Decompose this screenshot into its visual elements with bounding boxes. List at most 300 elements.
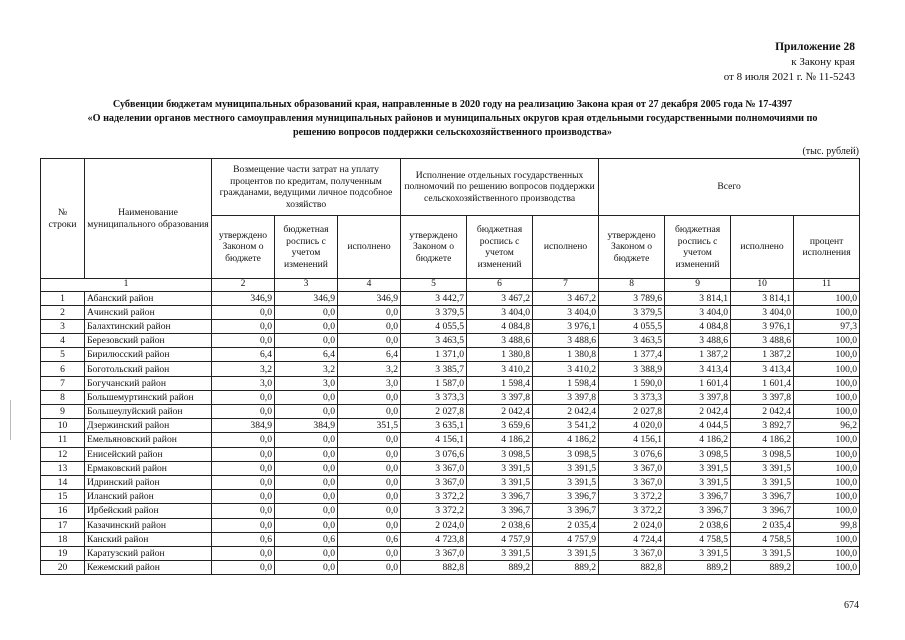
cell-row-number: 4 <box>41 334 85 348</box>
table-row <box>41 405 860 419</box>
cell-total-budget: 1 601,4 <box>665 376 731 390</box>
cell-interest-budget: 0,0 <box>275 305 338 319</box>
column-number-9: 9 <box>665 279 731 292</box>
cell-powers-approved: 2 027,8 <box>401 405 467 419</box>
cell-interest-budget: 0,0 <box>275 504 338 518</box>
cell-powers-budget: 3 467,2 <box>467 291 533 305</box>
cell-row-number: 5 <box>41 348 85 362</box>
cell-total-budget: 3 397,8 <box>665 390 731 404</box>
cell-total-executed: 889,2 <box>731 561 794 575</box>
document-title-line-2: «О наделении органов местного самоуправления муниципальных районов и муниципальных округов края отдельными государственными полномочиями по <box>87 113 818 124</box>
cell-interest-executed: 0,0 <box>338 475 401 489</box>
table-row <box>41 461 860 475</box>
cell-interest-executed: 0,0 <box>338 334 401 348</box>
cell-total-executed: 3 892,7 <box>731 419 794 433</box>
cell-row-number: 8 <box>41 390 85 404</box>
cell-powers-budget: 3 396,7 <box>467 504 533 518</box>
cell-execution-percent: 100,0 <box>794 504 860 518</box>
cell-execution-percent: 100,0 <box>794 561 860 575</box>
cell-interest-approved: 0,0 <box>212 390 275 404</box>
cell-total-approved: 3 367,0 <box>599 546 665 560</box>
cell-execution-percent: 100,0 <box>794 405 860 419</box>
cell-execution-percent: 100,0 <box>794 348 860 362</box>
cell-interest-executed: 0,0 <box>338 518 401 532</box>
cell-powers-budget: 3 098,5 <box>467 447 533 461</box>
header-group-total: Всего <box>599 159 860 216</box>
cell-total-approved: 3 388,9 <box>599 362 665 376</box>
cell-interest-budget: 3,0 <box>275 376 338 390</box>
table-row <box>41 334 860 348</box>
cell-row-number: 17 <box>41 518 85 532</box>
cell-municipality-name: Бирилюсский район <box>85 348 212 362</box>
header-budget-schedule: бюджетная роспись с учетом изменений <box>467 216 533 279</box>
cell-execution-percent: 100,0 <box>794 447 860 461</box>
cell-total-executed: 3 976,1 <box>731 319 794 333</box>
cell-total-approved: 3 076,6 <box>599 447 665 461</box>
cell-powers-approved: 3 635,1 <box>401 419 467 433</box>
cell-powers-executed: 2 042,4 <box>533 405 599 419</box>
scan-margin-mark <box>10 400 11 440</box>
cell-interest-executed: 351,5 <box>338 419 401 433</box>
column-number-7: 7 <box>533 279 599 292</box>
cell-powers-budget: 3 391,5 <box>467 546 533 560</box>
cell-powers-executed: 3 391,5 <box>533 546 599 560</box>
cell-total-executed: 3 413,4 <box>731 362 794 376</box>
cell-total-executed: 3 391,5 <box>731 546 794 560</box>
cell-powers-budget: 3 396,7 <box>467 490 533 504</box>
table-row <box>41 348 860 362</box>
header-row-number: № строки <box>41 159 85 279</box>
cell-total-approved: 3 373,3 <box>599 390 665 404</box>
cell-municipality-name: Ачинский район <box>85 305 212 319</box>
document-title <box>40 98 865 140</box>
table-row <box>41 490 860 504</box>
cell-total-approved: 2 024,0 <box>599 518 665 532</box>
column-number-10: 10 <box>731 279 794 292</box>
cell-powers-executed: 3 467,2 <box>533 291 599 305</box>
cell-total-executed: 1 387,2 <box>731 348 794 362</box>
cell-interest-executed: 6,4 <box>338 348 401 362</box>
header-budget-schedule: бюджетная роспись с учетом изменений <box>275 216 338 279</box>
cell-execution-percent: 96,2 <box>794 419 860 433</box>
cell-interest-executed: 0,0 <box>338 447 401 461</box>
cell-total-approved: 4 055,5 <box>599 319 665 333</box>
table-row <box>41 362 860 376</box>
cell-total-executed: 2 042,4 <box>731 405 794 419</box>
cell-total-approved: 1 377,4 <box>599 348 665 362</box>
cell-powers-budget: 3 391,5 <box>467 461 533 475</box>
cell-powers-executed: 2 035,4 <box>533 518 599 532</box>
cell-interest-budget: 0,0 <box>275 390 338 404</box>
header-budget-schedule: бюджетная роспись с учетом изменений <box>665 216 731 279</box>
cell-row-number: 16 <box>41 504 85 518</box>
cell-total-budget: 1 387,2 <box>665 348 731 362</box>
column-number-3: 3 <box>275 279 338 292</box>
cell-powers-executed: 3 396,7 <box>533 490 599 504</box>
appendix-line-law: к Закону края <box>791 56 855 68</box>
cell-row-number: 9 <box>41 405 85 419</box>
column-number-1: 1 <box>41 279 212 292</box>
table-body <box>41 291 860 575</box>
cell-total-budget: 4 044,5 <box>665 419 731 433</box>
appendix-line-date: от 8 июля 2021 г. № 11-5243 <box>723 71 855 83</box>
cell-municipality-name: Ермаковский район <box>85 461 212 475</box>
table-row <box>41 319 860 333</box>
cell-total-executed: 2 035,4 <box>731 518 794 532</box>
cell-municipality-name: Енисейский район <box>85 447 212 461</box>
cell-powers-budget: 3 488,6 <box>467 334 533 348</box>
cell-interest-approved: 0,0 <box>212 504 275 518</box>
column-number-2: 2 <box>212 279 275 292</box>
cell-powers-budget: 3 410,2 <box>467 362 533 376</box>
header-approved: утверждено Законом о бюджете <box>599 216 665 279</box>
table-row <box>41 532 860 546</box>
cell-total-budget: 2 042,4 <box>665 405 731 419</box>
appendix-block <box>724 40 855 85</box>
cell-total-budget: 889,2 <box>665 561 731 575</box>
cell-powers-budget: 4 757,9 <box>467 532 533 546</box>
cell-interest-approved: 3,0 <box>212 376 275 390</box>
cell-municipality-name: Каратузский район <box>85 546 212 560</box>
table-row <box>41 433 860 447</box>
cell-powers-executed: 3 098,5 <box>533 447 599 461</box>
cell-municipality-name: Балахтинский район <box>85 319 212 333</box>
cell-row-number: 18 <box>41 532 85 546</box>
cell-municipality-name: Емельяновский район <box>85 433 212 447</box>
cell-powers-executed: 3 391,5 <box>533 475 599 489</box>
header-executed: исполнено <box>731 216 794 279</box>
cell-powers-budget: 3 391,5 <box>467 475 533 489</box>
cell-interest-executed: 0,0 <box>338 433 401 447</box>
column-number-4: 4 <box>338 279 401 292</box>
cell-powers-approved: 4 156,1 <box>401 433 467 447</box>
cell-total-executed: 3 488,6 <box>731 334 794 348</box>
cell-municipality-name: Казачинский район <box>85 518 212 532</box>
cell-row-number: 6 <box>41 362 85 376</box>
cell-interest-budget: 0,0 <box>275 405 338 419</box>
cell-interest-budget: 3,2 <box>275 362 338 376</box>
cell-municipality-name: Большеулуйский район <box>85 405 212 419</box>
cell-powers-executed: 3 410,2 <box>533 362 599 376</box>
cell-interest-budget: 0,0 <box>275 475 338 489</box>
cell-powers-executed: 3 397,8 <box>533 390 599 404</box>
cell-interest-executed: 0,0 <box>338 461 401 475</box>
cell-total-approved: 3 372,2 <box>599 504 665 518</box>
cell-powers-executed: 4 757,9 <box>533 532 599 546</box>
column-numbers-row <box>41 279 860 292</box>
cell-powers-approved: 4 055,5 <box>401 319 467 333</box>
cell-municipality-name: Большемуртинский район <box>85 390 212 404</box>
header-approved: утверждено Законом о бюджете <box>212 216 275 279</box>
cell-powers-executed: 3 396,7 <box>533 504 599 518</box>
cell-total-approved: 1 590,0 <box>599 376 665 390</box>
cell-total-budget: 3 814,1 <box>665 291 731 305</box>
cell-total-budget: 3 404,0 <box>665 305 731 319</box>
cell-interest-executed: 0,0 <box>338 305 401 319</box>
cell-execution-percent: 100,0 <box>794 291 860 305</box>
cell-interest-executed: 0,0 <box>338 319 401 333</box>
cell-row-number: 20 <box>41 561 85 575</box>
cell-municipality-name: Идринский район <box>85 475 212 489</box>
cell-total-executed: 3 396,7 <box>731 504 794 518</box>
cell-interest-executed: 0,0 <box>338 390 401 404</box>
cell-municipality-name: Дзержинский район <box>85 419 212 433</box>
cell-interest-approved: 0,0 <box>212 546 275 560</box>
cell-interest-executed: 3,0 <box>338 376 401 390</box>
cell-total-budget: 3 396,7 <box>665 504 731 518</box>
cell-powers-approved: 1 587,0 <box>401 376 467 390</box>
table-row <box>41 475 860 489</box>
column-number-5: 5 <box>401 279 467 292</box>
cell-execution-percent: 100,0 <box>794 461 860 475</box>
cell-total-approved: 4 020,0 <box>599 419 665 433</box>
header-approved: утверждено Законом о бюджете <box>401 216 467 279</box>
cell-interest-budget: 0,0 <box>275 518 338 532</box>
cell-interest-budget: 0,0 <box>275 461 338 475</box>
cell-row-number: 10 <box>41 419 85 433</box>
cell-powers-budget: 4 084,8 <box>467 319 533 333</box>
cell-powers-approved: 3 367,0 <box>401 461 467 475</box>
cell-interest-budget: 0,0 <box>275 561 338 575</box>
cell-execution-percent: 97,3 <box>794 319 860 333</box>
cell-total-executed: 3 391,5 <box>731 475 794 489</box>
cell-row-number: 13 <box>41 461 85 475</box>
cell-interest-budget: 384,9 <box>275 419 338 433</box>
cell-total-budget: 3 098,5 <box>665 447 731 461</box>
cell-powers-approved: 3 367,0 <box>401 475 467 489</box>
table-row <box>41 504 860 518</box>
header-executed: исполнено <box>533 216 599 279</box>
cell-interest-approved: 0,0 <box>212 518 275 532</box>
cell-powers-budget: 2 042,4 <box>467 405 533 419</box>
cell-total-budget: 3 488,6 <box>665 334 731 348</box>
cell-municipality-name: Кежемский район <box>85 561 212 575</box>
cell-execution-percent: 100,0 <box>794 433 860 447</box>
cell-total-approved: 3 367,0 <box>599 475 665 489</box>
cell-row-number: 3 <box>41 319 85 333</box>
cell-total-budget: 3 391,5 <box>665 475 731 489</box>
document-title-line-3: решению вопросов поддержки сельскохозяйственного производства» <box>292 127 612 138</box>
cell-total-budget: 3 391,5 <box>665 546 731 560</box>
appendix-title: Приложение 28 <box>775 41 855 53</box>
cell-municipality-name: Абанский район <box>85 291 212 305</box>
cell-powers-budget: 3 397,8 <box>467 390 533 404</box>
cell-total-executed: 1 601,4 <box>731 376 794 390</box>
cell-interest-approved: 0,0 <box>212 447 275 461</box>
cell-total-budget: 4 186,2 <box>665 433 731 447</box>
cell-row-number: 19 <box>41 546 85 560</box>
cell-powers-budget: 889,2 <box>467 561 533 575</box>
cell-municipality-name: Боготольский район <box>85 362 212 376</box>
table-row <box>41 305 860 319</box>
cell-total-approved: 3 463,5 <box>599 334 665 348</box>
cell-interest-approved: 0,0 <box>212 319 275 333</box>
cell-total-executed: 3 404,0 <box>731 305 794 319</box>
cell-interest-approved: 0,6 <box>212 532 275 546</box>
cell-execution-percent: 100,0 <box>794 334 860 348</box>
cell-total-approved: 2 027,8 <box>599 405 665 419</box>
header-execution-percent: процент исполнения <box>794 216 860 279</box>
cell-interest-budget: 0,0 <box>275 319 338 333</box>
table-row <box>41 291 860 305</box>
cell-total-approved: 882,8 <box>599 561 665 575</box>
units-label: (тыс. рублей) <box>802 146 859 157</box>
column-number-6: 6 <box>467 279 533 292</box>
cell-powers-approved: 1 371,0 <box>401 348 467 362</box>
cell-total-approved: 3 367,0 <box>599 461 665 475</box>
cell-total-approved: 4 724,4 <box>599 532 665 546</box>
cell-powers-budget: 2 038,6 <box>467 518 533 532</box>
cell-row-number: 1 <box>41 291 85 305</box>
column-number-8: 8 <box>599 279 665 292</box>
cell-interest-executed: 0,0 <box>338 490 401 504</box>
cell-execution-percent: 100,0 <box>794 532 860 546</box>
cell-municipality-name: Березовский район <box>85 334 212 348</box>
cell-total-executed: 3 391,5 <box>731 461 794 475</box>
cell-interest-executed: 0,0 <box>338 405 401 419</box>
cell-total-executed: 3 396,7 <box>731 490 794 504</box>
cell-execution-percent: 100,0 <box>794 362 860 376</box>
cell-interest-executed: 3,2 <box>338 362 401 376</box>
cell-total-executed: 4 186,2 <box>731 433 794 447</box>
cell-interest-approved: 0,0 <box>212 405 275 419</box>
cell-total-budget: 4 758,5 <box>665 532 731 546</box>
header-group-state-powers: Исполнение отдельных государственных полномочий по решению вопросов поддержки сельскохозяйственного производства <box>401 159 599 216</box>
cell-total-executed: 3 397,8 <box>731 390 794 404</box>
cell-powers-budget: 3 404,0 <box>467 305 533 319</box>
cell-interest-budget: 6,4 <box>275 348 338 362</box>
page-number: 674 <box>844 600 859 611</box>
cell-powers-approved: 3 076,6 <box>401 447 467 461</box>
cell-municipality-name: Канский район <box>85 532 212 546</box>
cell-interest-approved: 3,2 <box>212 362 275 376</box>
cell-row-number: 7 <box>41 376 85 390</box>
cell-powers-executed: 4 186,2 <box>533 433 599 447</box>
cell-total-budget: 3 391,5 <box>665 461 731 475</box>
cell-interest-executed: 0,0 <box>338 546 401 560</box>
header-executed: исполнено <box>338 216 401 279</box>
cell-interest-executed: 0,0 <box>338 504 401 518</box>
document-title-line-1: Субвенции бюджетам муниципальных образований края, направленные в 2020 году на реализацию Закона края от 27 декабря 2005 года № 17-4397 <box>112 99 793 110</box>
cell-interest-budget: 0,0 <box>275 546 338 560</box>
header-municipality-name: Наименование муниципального образования <box>85 159 212 279</box>
cell-row-number: 2 <box>41 305 85 319</box>
cell-interest-executed: 0,0 <box>338 561 401 575</box>
cell-powers-executed: 3 391,5 <box>533 461 599 475</box>
cell-total-budget: 3 413,4 <box>665 362 731 376</box>
header-group-interest-compensation: Возмещение части затрат на уплату процентов по кредитам, полученным гражданами, ведущими личное подсобное хозяйство <box>212 159 401 216</box>
cell-interest-approved: 384,9 <box>212 419 275 433</box>
cell-execution-percent: 100,0 <box>794 546 860 560</box>
table-row <box>41 518 860 532</box>
cell-total-executed: 3 814,1 <box>731 291 794 305</box>
cell-powers-budget: 4 186,2 <box>467 433 533 447</box>
cell-powers-executed: 3 541,2 <box>533 419 599 433</box>
cell-total-approved: 3 372,2 <box>599 490 665 504</box>
cell-powers-approved: 3 372,2 <box>401 490 467 504</box>
cell-execution-percent: 100,0 <box>794 390 860 404</box>
cell-powers-approved: 3 373,3 <box>401 390 467 404</box>
cell-interest-approved: 6,4 <box>212 348 275 362</box>
table-row <box>41 390 860 404</box>
cell-execution-percent: 100,0 <box>794 305 860 319</box>
table-row <box>41 419 860 433</box>
cell-interest-approved: 0,0 <box>212 305 275 319</box>
cell-execution-percent: 100,0 <box>794 475 860 489</box>
cell-total-budget: 2 038,6 <box>665 518 731 532</box>
cell-powers-executed: 3 976,1 <box>533 319 599 333</box>
cell-powers-approved: 2 024,0 <box>401 518 467 532</box>
cell-powers-budget: 1 380,8 <box>467 348 533 362</box>
table-row <box>41 546 860 560</box>
cell-interest-executed: 346,9 <box>338 291 401 305</box>
column-number-11: 11 <box>794 279 860 292</box>
cell-powers-approved: 882,8 <box>401 561 467 575</box>
cell-powers-budget: 3 659,6 <box>467 419 533 433</box>
table-row <box>41 376 860 390</box>
cell-powers-approved: 3 442,7 <box>401 291 467 305</box>
cell-interest-budget: 0,6 <box>275 532 338 546</box>
cell-powers-executed: 1 598,4 <box>533 376 599 390</box>
cell-interest-approved: 346,9 <box>212 291 275 305</box>
cell-powers-approved: 3 463,5 <box>401 334 467 348</box>
cell-row-number: 15 <box>41 490 85 504</box>
cell-execution-percent: 100,0 <box>794 376 860 390</box>
subsidies-table <box>40 158 860 575</box>
cell-municipality-name: Ирбейский район <box>85 504 212 518</box>
cell-interest-budget: 0,0 <box>275 334 338 348</box>
cell-execution-percent: 99,8 <box>794 518 860 532</box>
cell-interest-budget: 0,0 <box>275 490 338 504</box>
cell-powers-executed: 3 488,6 <box>533 334 599 348</box>
cell-row-number: 12 <box>41 447 85 461</box>
cell-row-number: 11 <box>41 433 85 447</box>
cell-powers-approved: 3 367,0 <box>401 546 467 560</box>
cell-total-executed: 4 758,5 <box>731 532 794 546</box>
cell-powers-approved: 4 723,8 <box>401 532 467 546</box>
cell-powers-executed: 3 404,0 <box>533 305 599 319</box>
cell-total-approved: 3 789,6 <box>599 291 665 305</box>
cell-interest-budget: 0,0 <box>275 447 338 461</box>
cell-interest-budget: 0,0 <box>275 433 338 447</box>
cell-interest-approved: 0,0 <box>212 461 275 475</box>
cell-interest-budget: 346,9 <box>275 291 338 305</box>
cell-execution-percent: 100,0 <box>794 490 860 504</box>
cell-powers-approved: 3 372,2 <box>401 504 467 518</box>
table-row <box>41 561 860 575</box>
cell-interest-approved: 0,0 <box>212 334 275 348</box>
cell-total-approved: 3 379,5 <box>599 305 665 319</box>
table-row <box>41 447 860 461</box>
cell-powers-executed: 889,2 <box>533 561 599 575</box>
cell-total-budget: 3 396,7 <box>665 490 731 504</box>
cell-powers-budget: 1 598,4 <box>467 376 533 390</box>
cell-interest-approved: 0,0 <box>212 433 275 447</box>
cell-powers-approved: 3 385,7 <box>401 362 467 376</box>
cell-interest-executed: 0,6 <box>338 532 401 546</box>
cell-interest-approved: 0,0 <box>212 475 275 489</box>
cell-powers-approved: 3 379,5 <box>401 305 467 319</box>
cell-total-budget: 4 084,8 <box>665 319 731 333</box>
cell-powers-executed: 1 380,8 <box>533 348 599 362</box>
cell-total-approved: 4 156,1 <box>599 433 665 447</box>
cell-total-executed: 3 098,5 <box>731 447 794 461</box>
cell-interest-approved: 0,0 <box>212 490 275 504</box>
cell-municipality-name: Богучанский район <box>85 376 212 390</box>
cell-interest-approved: 0,0 <box>212 561 275 575</box>
cell-municipality-name: Иланский район <box>85 490 212 504</box>
cell-row-number: 14 <box>41 475 85 489</box>
